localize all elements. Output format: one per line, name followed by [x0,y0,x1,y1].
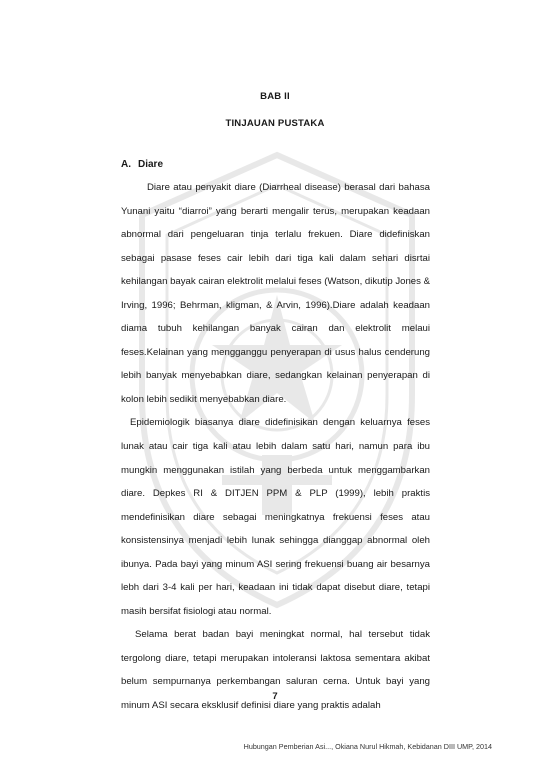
paragraph-1: Diare atau penyakit diare (Diarrheal disease) berasal dari bahasa Yunani yaitu “diarroi” yang berarti mengalir terus, merupakan keadaan abnormal dari pengeluaran tinja terlalu frekuen. Diare didefiniskan sebagai pasase feses cair lebih dari tiga kali dalam sehari disrtai kehilangan bayak cairan elektrolit melalui feses (Watson, dikutip Jones & Irving, 1996; Behrman, kligman, & Arvin, 1996).Diare adalah keadaan diama tubuh kehilangan banyak cairan dan elektrolit melaui feses.Kelainan yang mengganggu penyerapan di usus halus cenderung lebih banyak menyebabkan diare, sedangkan kelainan penyerapan di kolon lebih sedikit menyebabkan diare. [121,182,430,405]
chapter-title: TINJAUAN PUSTAKA [225,118,325,129]
body-text [121,176,430,718]
section-title: Diare [138,159,164,170]
section-number: A. [121,159,131,170]
page-footer: Hubungan Pemberian Asi..., Okiana Nurul Hikmah, Kebidanan DIII UMP, 2014 [243,742,492,751]
page-number: 7 [272,691,278,702]
chapter-heading: BAB II [260,91,290,102]
paragraph-2: Epidemiologik biasanya diare didefinisikan dengan keluarnya feses lunak atau cair tiga kali atau lebih dalam satu hari, namun para ibu mungkin menggunakan istilah yang berbeda untuk menggambarkan diare. Depkes RI & DITJEN PPM & PLP (1999), lebih praktis mendefinisikan diare sebagai meningkatnya frekuensi feses atau konsistensinya menjadi lebih lunak sehingga dianggap abnormal oleh ibunya. Pada bayi yang minum ASI sering frekuensi buang air besarnya lebh dari 3-4 kali per hari, keadaan ini tidak dapat disebut diare, tetapi masih bersifat fisiologi atau normal. [121,417,430,617]
paragraph-3: Selama berat badan bayi meningkat normal, hal tersebut tidak tergolong diare, tetapi merupakan intoleransi laktosa sementara akibat belum sempurnanya perkembangan saluran cerna. Untuk bayi yang minum ASI secara eksklusif definisi diare yang praktis adalah [121,629,430,712]
section-heading [121,159,163,170]
